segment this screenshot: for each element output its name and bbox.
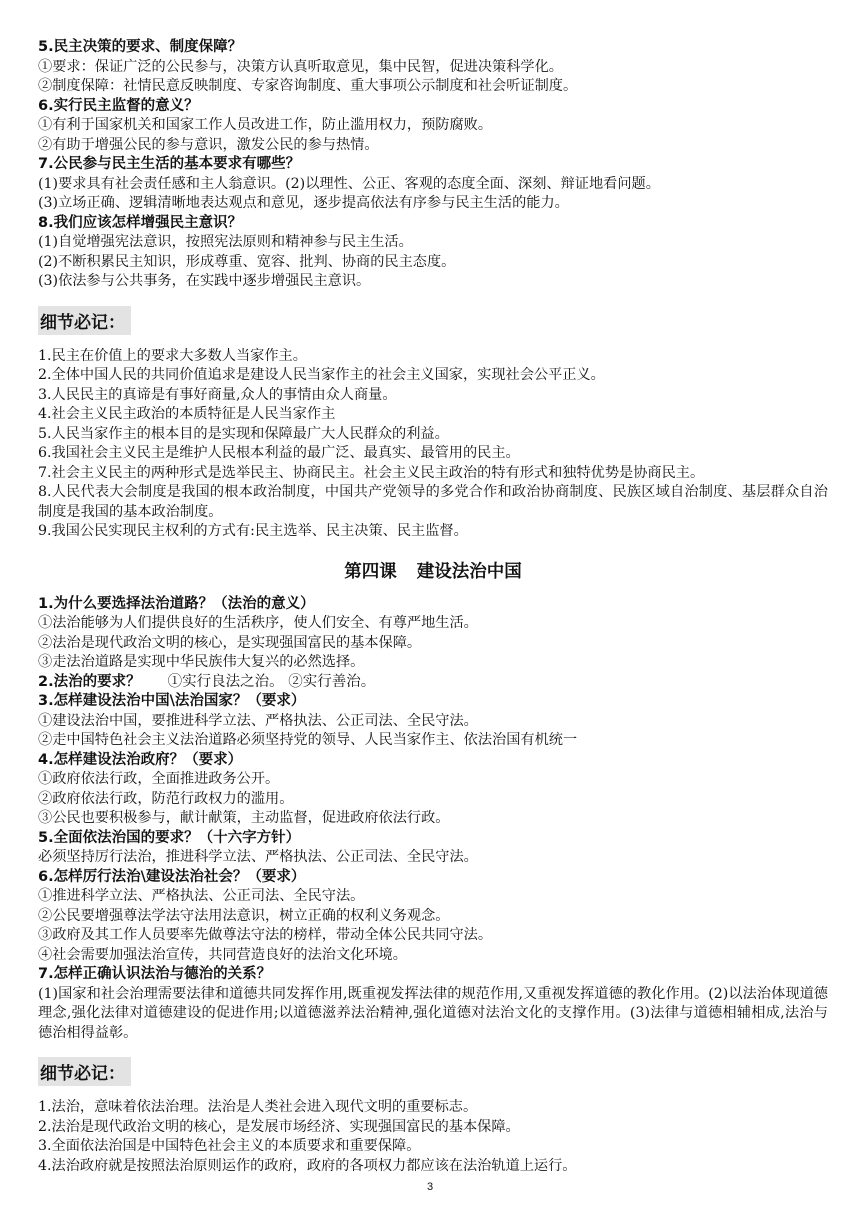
detail-heading: 细节必记： — [38, 306, 131, 335]
detail-item: 9.我国公民实现民主权利的方式有:民主选举、民主决策、民主监督。 — [38, 523, 468, 539]
answer-line: (3)立场正确、逻辑清晰地表达观点和意见，逐步提高依法有序参与民主生活的能力。 — [38, 195, 569, 211]
answer-line: ①法治能够为人们提供良好的生活秩序，使人们安全、有尊严地生活。 — [38, 615, 478, 631]
section-rule-of-law-meaning — [38, 595, 828, 673]
answer-line: ②制度保障：社情民意反映制度、专家咨询制度、重大事项公示制度和社会听证制度。 — [38, 78, 578, 94]
detail-item: 3.人民民主的真谛是有事好商量,众人的事情由众人商量。 — [38, 386, 397, 403]
detail-item: 7.社会主义民主的两种形式是选举民主、协商民主。社会主义民主政治的特有形式和独特优势是协商民主。 — [38, 464, 705, 481]
answer-paragraph: (1)国家和社会治理需要法律和道德共同发挥作用,既重视发挥法律的规范作用,又重视发挥道德的教化作用。(2)以法治体现道德理念,强化法律对道德建设的促进作用;以道德滋养法治精神,强化道德对法治文化的支撑作用。(3)法律与道德相辅相成,法治与德治相得益彰。 — [38, 985, 828, 1041]
answer-line: ①要求：保证广泛的公民参与，决策方认真听取意见，集中民智，促进决策科学化。 — [38, 58, 563, 75]
question-heading: 6.实行民主监督的意义？ — [38, 97, 199, 114]
answer-line: ④社会需要加强法治宣传，共同营造良好的法治文化环境。 — [38, 946, 407, 963]
detail-item: 5.人民当家作主的根本目的是实现和保障最广大人民群众的利益。 — [38, 425, 449, 442]
inline-answer: ①实行良法之治。 ②实行善治。 — [167, 673, 376, 690]
answer-line: (1)自觉增强宪法意识，按照宪法原则和精神参与民主生活。 — [38, 234, 413, 250]
detail-item: 2.法治是现代政治文明的核心，是发展市场经济、实现强国富民的基本保障。 — [38, 1118, 520, 1135]
detail-heading: 细节必记： — [38, 1057, 131, 1086]
detail-item: 2.全体中国人民的共同价值追求是建设人民当家作主的社会主义国家，实现社会公平正义。 — [38, 367, 605, 383]
question-heading: 1.为什么要选择法治道路？（法治的意义） — [38, 595, 315, 612]
question-row — [38, 673, 828, 693]
section-democratic-supervision — [38, 97, 828, 156]
answer-line: (2)不断积累民主知识，形成尊重、宽容、批判、协商的民主态度。 — [38, 253, 456, 270]
answer-line: ①推进科学立法、严格执法、公正司法、全民守法。 — [38, 888, 365, 904]
question-heading: 8.我们应该怎样增强民主意识？ — [38, 214, 243, 231]
question-heading: 5.民主决策的要求、制度保障？ — [38, 39, 243, 55]
answer-line: ①有利于国家机关和国家工作人员改进工作，防止滥用权力，预防腐败。 — [38, 117, 493, 133]
section-democratic-life — [38, 155, 828, 214]
answer-line: (1)要求具有社会责任感和主人翁意识。(2)以理性、公正、客观的态度全面、深刻、辩证地看问题。 — [38, 175, 660, 192]
detail-list — [38, 1098, 828, 1176]
answer-line: ②公民要增强尊法学法守法用法意识，树立正确的权利义务观念。 — [38, 907, 450, 924]
section-democratic-decision — [38, 38, 828, 97]
question-heading: 7.怎样正确认识法治与德治的关系？ — [38, 966, 272, 982]
question-heading: 4.怎样建设法治政府？（要求） — [38, 751, 243, 768]
answer-line: ③公民也要积极参与，献计献策，主动监督，促进政府依法行政。 — [38, 810, 450, 826]
section-law-and-morality — [38, 965, 828, 1043]
answer-line: ①政府依法行政，全面推进政务公开。 — [38, 771, 280, 787]
detail-list — [38, 347, 828, 542]
detail-item: 1.法治，意味着依法治理。法治是人类社会进入现代文明的重要标志。 — [38, 1099, 478, 1115]
answer-line: ②有助于增强公民的参与意识，激发公民的参与热情。 — [38, 136, 379, 153]
detail-item: 6.我国社会主义民主是维护人民根本利益的最广泛、最真实、最管用的民主。 — [38, 445, 520, 461]
question-heading: 3.怎样建设法治中国\法治国家？（要求） — [38, 693, 306, 709]
detail-item: 4.社会主义民主政治的本质特征是人民当家作主 — [38, 406, 336, 422]
answer-line: ②法治是现代政治文明的核心，是实现强国富民的基本保障。 — [38, 634, 422, 651]
section-law-based-government — [38, 751, 828, 829]
question-heading: 2.法治的要求？ — [38, 673, 141, 690]
answer-line: ③走法治道路是实现中华民族伟大复兴的必然选择。 — [38, 654, 365, 670]
answer-line: 必须坚持厉行法治，推进科学立法、严格执法、公正司法、全民守法。 — [38, 849, 478, 865]
answer-line: ②走中国特色社会主义法治道路必须坚持党的领导、人民当家作主、依法治国有机统一 — [38, 732, 578, 748]
answer-line: ②政府依法行政，防范行政权力的滥用。 — [38, 790, 294, 807]
detail-item: 1.民主在价值上的要求大多数人当家作主。 — [38, 347, 307, 364]
detail-item: 4.法治政府就是按照法治原则运作的政府，政府的各项权力都应该在法治轨道上运行。 — [38, 1157, 577, 1174]
answer-line: (3)依法参与公共事务，在实践中逐步增强民主意识。 — [38, 273, 371, 289]
answer-line: ③政府及其工作人员要率先做尊法守法的榜样，带动全体公民共同守法。 — [38, 927, 493, 943]
question-heading: 5.全面依法治国的要求？（十六字方针） — [38, 829, 301, 846]
section-law-based-society — [38, 868, 828, 966]
question-heading: 6.怎样厉行法治\建设法治社会？（要求） — [38, 868, 306, 885]
document-page — [38, 38, 828, 1176]
detail-item: 3.全面依法治国是中国特色社会主义的本质要求和重要保障。 — [38, 1138, 421, 1154]
question-heading: 7.公民参与民主生活的基本要求有哪些？ — [38, 156, 301, 172]
detail-item: 8.人民代表大会制度是我国的根本政治制度，中国共产党领导的多党合作和政治协商制度、民族区域自治制度、基层群众自治制度是我国的基本政治制度。 — [38, 484, 828, 520]
section-build-rule-of-law-china — [38, 692, 828, 751]
lesson-title: 第四课 建设法治中国 — [344, 561, 522, 582]
section-democratic-awareness — [38, 214, 828, 292]
answer-line: ①建设法治中国，要推进科学立法、严格执法、公正司法、全民守法。 — [38, 712, 478, 729]
section-rule-of-law-requirement — [38, 673, 828, 693]
section-comprehensive-rule-of-law — [38, 829, 828, 868]
page-number: 3 — [426, 1181, 434, 1193]
